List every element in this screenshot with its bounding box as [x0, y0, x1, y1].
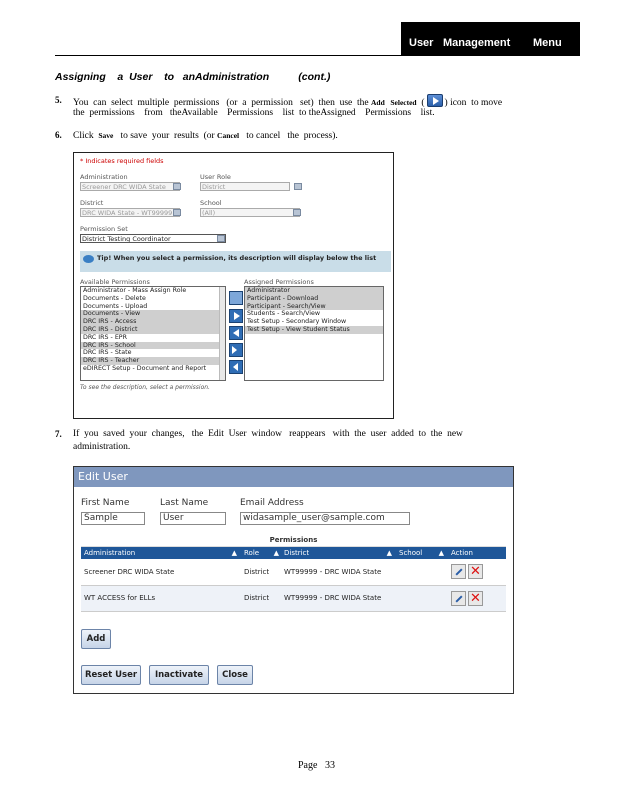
add-all-button[interactable] [229, 343, 243, 357]
column-action: Action [448, 546, 506, 559]
inactivate-button[interactable]: Inactivate [149, 665, 209, 685]
cell-district: WT99999 - DRC WIDA State [281, 585, 396, 611]
chevron-down-icon[interactable] [173, 209, 181, 216]
cell-school [396, 585, 448, 611]
last-name-field[interactable]: User [160, 512, 226, 525]
edit-icon[interactable] [451, 564, 466, 579]
chevron-down-icon[interactable] [293, 209, 301, 216]
column-administration[interactable]: Administration ▲ [81, 546, 241, 559]
page-number: Page 33 [298, 760, 335, 771]
assigned-permissions-label: Assigned Permissions [244, 278, 314, 286]
list-item[interactable]: DRC IRS - Teacher [81, 357, 225, 365]
user-role-label: User Role [200, 173, 231, 181]
list-item[interactable]: Administrator [245, 287, 383, 295]
add-selected-top-button[interactable] [229, 291, 243, 305]
first-name-field[interactable]: Sample [81, 512, 145, 525]
description-hint: To see the description, select a permission. [80, 384, 210, 391]
permission-set-label: Permission Set [80, 225, 128, 233]
last-name-label: Last Name [160, 498, 209, 508]
step-7-line2: administration. [73, 442, 131, 452]
reset-user-button[interactable]: Reset User [81, 665, 141, 685]
list-item[interactable]: Documents - Delete [83, 294, 146, 302]
step-7-line1: If you saved your changes, the Edit User window reappears with the user added to the new [73, 429, 463, 439]
cell-school [396, 559, 448, 585]
list-item[interactable]: DRC IRS - State [83, 349, 132, 357]
permissions-table [81, 535, 506, 612]
list-item[interactable]: Participant - Search/View [245, 303, 383, 311]
administration-select[interactable]: Screener DRC WIDA State [80, 182, 180, 191]
cell-role: District [241, 585, 281, 611]
district-label: District [80, 199, 104, 207]
add-selected-button[interactable] [229, 309, 243, 323]
step-number: 7. [55, 429, 62, 439]
edit-icon[interactable] [451, 591, 466, 606]
column-district[interactable]: District ▲ [281, 546, 396, 559]
table-row [81, 585, 506, 611]
header-word-menu: Menu [533, 37, 562, 49]
header-bar [401, 22, 580, 55]
chevron-down-icon[interactable] [173, 183, 181, 190]
add-selected-icon [427, 94, 443, 107]
list-item[interactable]: eDIRECT Setup - Document and Report [83, 364, 207, 372]
school-select[interactable]: (All) [200, 208, 300, 217]
sort-up-icon[interactable]: ▲ [438, 548, 444, 557]
user-role-select[interactable]: District [200, 182, 290, 191]
school-label: School [200, 199, 222, 207]
assign-permissions-screenshot [73, 152, 394, 419]
delete-icon[interactable]: ✕ [468, 591, 483, 606]
table-row [81, 559, 506, 585]
section-title: Assigning a User to anAdministration (cont.) [55, 71, 331, 83]
step-6-text-b: to save your results (or [120, 131, 215, 141]
email-field[interactable]: widasample_user@sample.com [240, 512, 410, 525]
step-6-text-a: Click [73, 131, 94, 141]
list-item[interactable]: Students - Search/View [247, 310, 321, 318]
list-item[interactable]: DRC IRS - Access [81, 318, 225, 326]
list-item[interactable]: DRC IRS - School [81, 342, 225, 350]
delete-icon[interactable]: ✕ [468, 564, 483, 579]
cell-action [448, 559, 506, 585]
cancel-ref: Cancel [217, 131, 240, 140]
step-5-line2: the permissions from theAvailable Permissions list to theAssigned Permissions list. [73, 108, 435, 118]
chevron-down-icon[interactable] [217, 235, 225, 242]
required-note: * Indicates required fields [80, 157, 164, 165]
close-button[interactable]: Close [217, 665, 253, 685]
add-selected-ref: Add Selected [370, 98, 417, 107]
step-6-text-c: to cancel the process). [246, 131, 338, 141]
email-label: Email Address [240, 498, 304, 508]
header-word-management: Management [443, 37, 511, 49]
cell-administration: WT ACCESS for ELLs [81, 585, 241, 611]
window-title: Edit User [74, 467, 513, 487]
header-word-user: User [409, 37, 434, 49]
step-5-text-b: icon to move [450, 98, 503, 108]
cell-role: District [241, 559, 281, 585]
cell-district: WT99999 - DRC WIDA State [281, 559, 396, 585]
chevron-down-icon[interactable] [294, 183, 302, 190]
list-item[interactable]: Documents - View [81, 310, 225, 318]
save-ref: Save [98, 131, 114, 140]
tip-text: Tip! When you select a permission, its description will display below the list [97, 254, 377, 262]
sort-up-icon[interactable]: ▲ [273, 548, 279, 557]
available-permissions-list[interactable] [80, 286, 226, 381]
permissions-header: Permissions [81, 535, 506, 546]
remove-all-button[interactable] [229, 360, 243, 374]
remove-selected-button[interactable] [229, 326, 243, 340]
cell-administration: Screener DRC WIDA State [81, 559, 241, 585]
list-item[interactable]: DRC IRS - District [81, 326, 225, 334]
list-item[interactable]: Documents - Upload [83, 302, 148, 310]
column-school[interactable]: School ▲ [396, 546, 448, 559]
tip-banner [80, 251, 391, 272]
list-item[interactable]: Participant - Download [245, 295, 383, 303]
step-number: 5. [55, 95, 62, 105]
available-permissions-label: Available Permissions [80, 278, 150, 286]
add-button[interactable]: Add [81, 629, 111, 649]
list-item[interactable]: Test Setup - Secondary Window [247, 318, 347, 326]
step-number: 6. [55, 130, 62, 140]
sort-up-icon[interactable]: ▲ [231, 548, 237, 557]
list-item[interactable]: Administrator - Mass Assign Role [83, 287, 187, 294]
header-rule [55, 55, 580, 56]
cell-action [448, 585, 506, 611]
step-5-text-a: You can select multiple permissions (or a permission set) then use the [73, 98, 369, 108]
district-select[interactable]: DRC WIDA State - WT99999 [80, 208, 180, 217]
administration-label: Administration [80, 173, 128, 181]
list-item[interactable]: Test Setup - View Student Status [245, 326, 383, 334]
column-role[interactable]: Role ▲ [241, 546, 281, 559]
speech-bubble-icon [83, 255, 94, 263]
sort-up-icon[interactable]: ▲ [386, 548, 392, 557]
scrollbar[interactable] [219, 287, 225, 380]
first-name-label: First Name [81, 498, 130, 508]
list-item[interactable]: DRC IRS - EPR [83, 333, 127, 341]
assigned-permissions-list[interactable] [244, 286, 384, 381]
permission-set-select[interactable]: District Testing Coordinator [80, 234, 226, 243]
edit-user-window [73, 466, 514, 694]
